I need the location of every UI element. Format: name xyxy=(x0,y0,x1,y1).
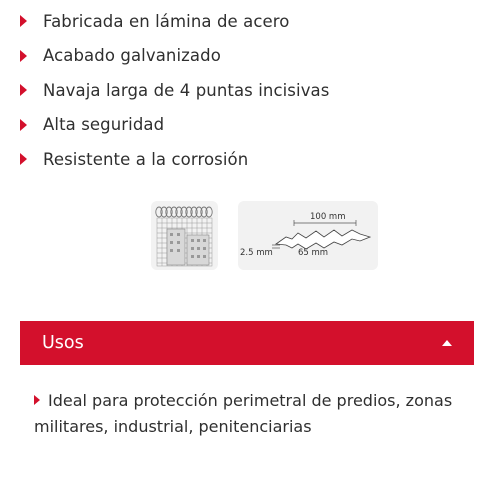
feature-text: Alta seguridad xyxy=(43,115,165,135)
feature-item xyxy=(20,73,480,108)
feature-list xyxy=(20,4,480,177)
use-item-text: Ideal para protección perimetral de predios, zonas militares, industrial, penitenciarias xyxy=(34,391,453,436)
blade-length-label: 100 mm xyxy=(310,212,346,222)
mesh-pattern-image xyxy=(151,201,218,270)
usos-content xyxy=(34,388,464,440)
triangle-right-icon xyxy=(34,395,40,405)
feature-text: Resistente a la corrosión xyxy=(43,149,249,169)
blade-barb-label: 65 mm xyxy=(298,248,329,258)
triangle-right-icon xyxy=(20,50,27,62)
blade-thickness-label: 2.5 mm xyxy=(240,248,273,258)
feature-item xyxy=(20,4,480,39)
razor-blade-icon xyxy=(238,201,378,270)
usos-accordion-header[interactable] xyxy=(20,321,474,365)
spec-images xyxy=(151,201,378,270)
feature-text: Fabricada en lámina de acero xyxy=(43,11,290,31)
triangle-right-icon xyxy=(20,15,27,27)
use-item xyxy=(34,388,464,440)
feature-item xyxy=(20,39,480,74)
feature-item xyxy=(20,108,480,143)
blade-dimension-image xyxy=(238,201,378,270)
caret-up-icon xyxy=(442,340,452,346)
triangle-right-icon xyxy=(20,153,27,165)
triangle-right-icon xyxy=(20,119,27,131)
razor-mesh-icon xyxy=(151,201,218,270)
usos-title: Usos xyxy=(42,333,84,353)
triangle-right-icon xyxy=(20,84,27,96)
feature-text: Acabado galvanizado xyxy=(43,46,221,66)
feature-text: Navaja larga de 4 puntas incisivas xyxy=(43,80,330,100)
feature-item xyxy=(20,142,480,177)
